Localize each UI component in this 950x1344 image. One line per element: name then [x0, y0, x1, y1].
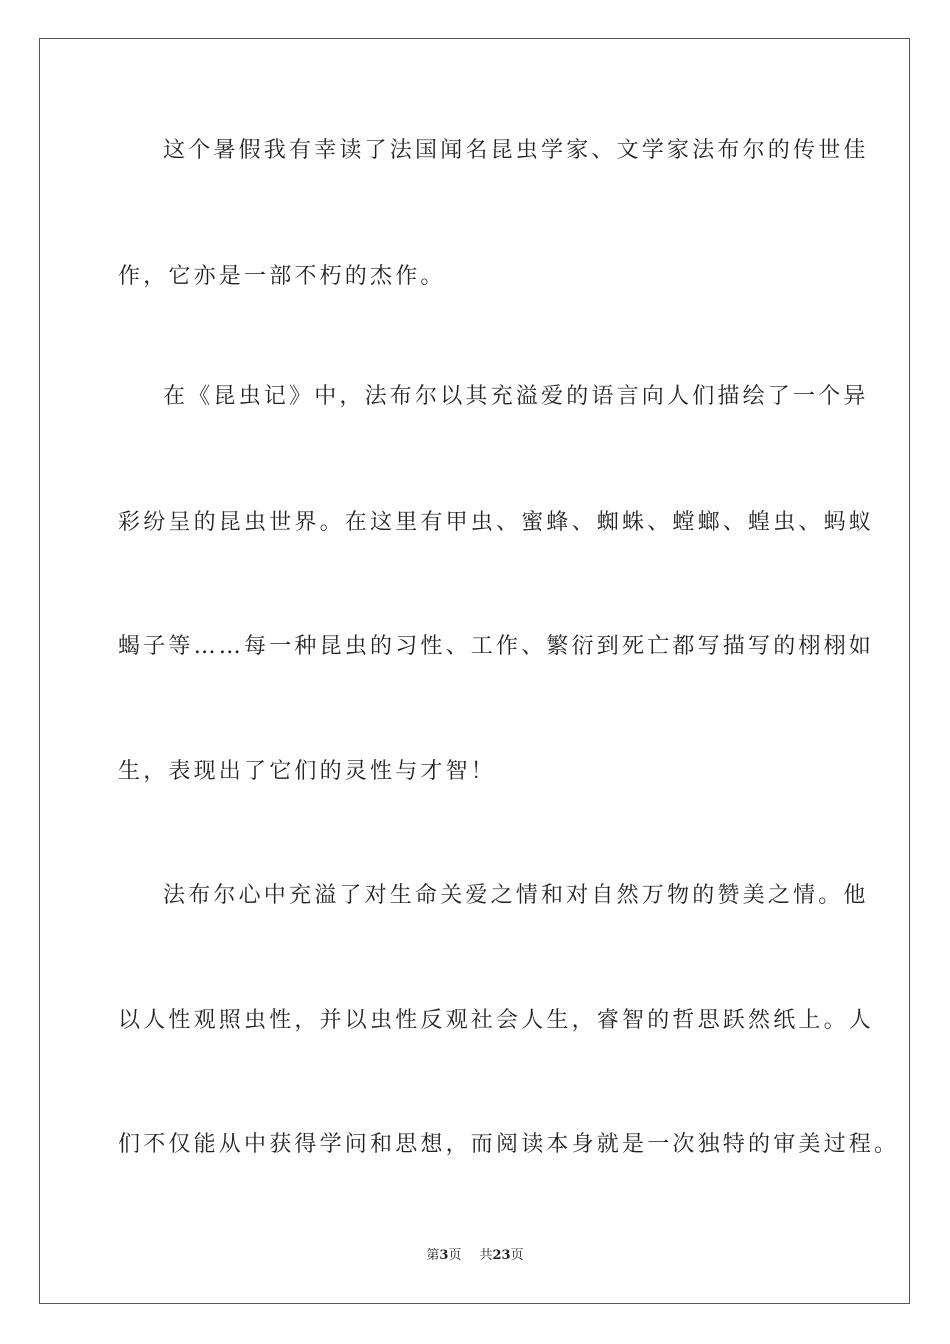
paragraph-1-line-2: 作，它亦是一部不朽的杰作。 [118, 264, 446, 289]
paragraph-3-line-3: 们不仅能从中获得学问和思想，而阅读本身就是一次独特的审美过程。 [118, 1132, 900, 1157]
page-number: 3 [439, 1248, 449, 1263]
total-pages: 23 [492, 1248, 511, 1263]
paragraph-2-line-4: 生，表现出了它们的灵性与才智！ [118, 759, 497, 784]
paragraph-3-line-1: 法布尔心中充溢了对生命关爱之情和对自然万物的赞美之情。他 [163, 883, 869, 908]
page-frame [39, 38, 910, 1304]
paragraph-2-line-3: 蝎子等……每一种昆虫的习性、工作、繁衍到死亡都写描写的栩栩如 [118, 634, 875, 659]
page-footer [0, 1244, 950, 1263]
page-suffix: 页 [448, 1248, 462, 1263]
paragraph-1-line-1: 这个暑假我有幸读了法国闻名昆虫学家、文学家法布尔的传世佳 [163, 138, 869, 163]
paragraph-3-line-2: 以人性观照虫性，并以虫性反观社会人生，睿智的哲思跃然纸上。人 [118, 1008, 875, 1033]
page-prefix: 第 [426, 1248, 440, 1263]
total-prefix: 共 [479, 1248, 493, 1263]
total-suffix: 页 [510, 1248, 524, 1263]
paragraph-2-line-2: 彩纷呈的昆虫世界。在这里有甲虫、蜜蜂、蜘蛛、螳螂、蝗虫、蚂蚁 [118, 510, 875, 535]
paragraph-2-line-1: 在《昆虫记》中，法布尔以其充溢爱的语言向人们描绘了一个异 [163, 384, 869, 409]
